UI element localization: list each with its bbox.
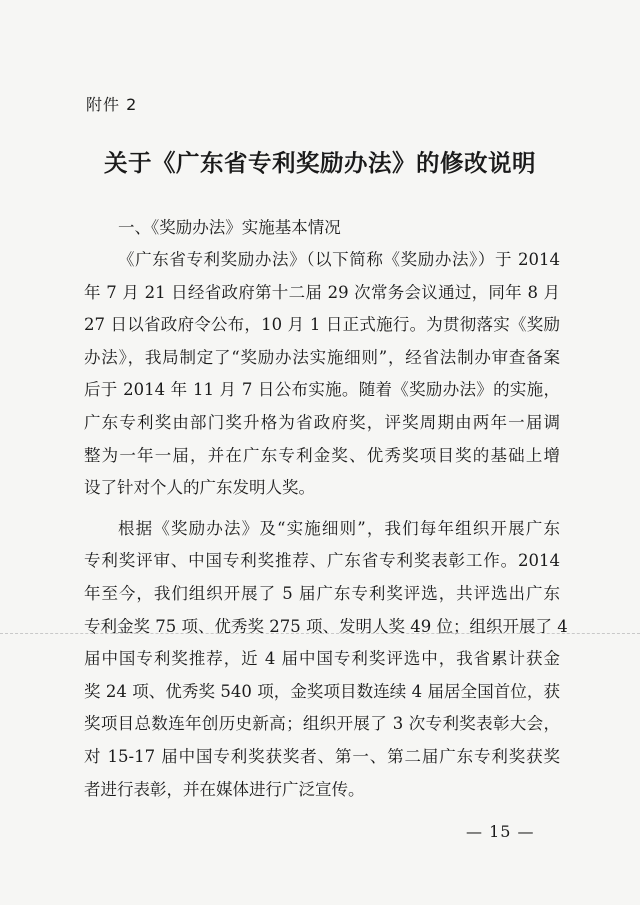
text-line: 年至今，我们组织开展了 5 届广东专利奖评选，共评选出广东 bbox=[84, 583, 560, 603]
scan-fold-line bbox=[0, 633, 640, 634]
text-line: 办法》，我局制定了“奖励办法实施细则”，经省法制办审查备案 bbox=[84, 347, 560, 367]
attachment-label: 附件 2 bbox=[86, 95, 138, 114]
paragraph-1 bbox=[84, 244, 560, 505]
text-line: 整为一年一届，并在广东专利金奖、优秀奖项目奖的基础上增 bbox=[84, 445, 560, 465]
document-title: 关于《广东省专利奖励办法》的修改说明 bbox=[104, 149, 536, 177]
text-line: 届中国专利奖推荐，近 4 届中国专利奖评选中，我省累计获金 bbox=[84, 649, 560, 669]
text-line: 广东专利奖由部门奖升格为省政府奖，评奖周期由两年一届调 bbox=[84, 412, 560, 432]
text-line: 对 15-17 届中国专利奖获奖者、第一、第二届广东专利奖获奖 bbox=[84, 746, 560, 766]
body-text bbox=[84, 244, 568, 806]
text-line: 《广东省专利奖励办法》（以下简称《奖励办法》）于 2014 bbox=[118, 250, 560, 269]
text-line: 专利金奖 75 项、优秀奖 275 项、发明人奖 49 位；组织开展了 4 bbox=[84, 616, 568, 636]
text-line: 27 日以省政府令公布，10 月 1 日正式施行。为贯彻落实《奖励 bbox=[84, 315, 560, 335]
text-line: 奖 24 项、优秀奖 540 项，金奖项目数连续 4 届居全国首位，获 bbox=[84, 681, 560, 701]
text-line: 者进行表彰，并在媒体进行广泛宣传。 bbox=[84, 779, 365, 799]
text-line: 设了针对个人的广东发明人奖。 bbox=[84, 478, 315, 498]
page-number: — 15 — bbox=[466, 822, 535, 841]
text-line: 专利奖评审、中国专利奖推荐、广东省专利奖表彰工作。2014 bbox=[84, 551, 560, 571]
text-line: 年 7 月 21 日经省政府第十二届 29 次常务会议通过，同年 8 月 bbox=[84, 282, 560, 302]
section-heading: 一、《奖励办法》实施基本情况 bbox=[118, 218, 341, 237]
text-line: 后于 2014 年 11 月 7 日公布实施。随着《奖励办法》的实施， bbox=[84, 380, 560, 400]
text-line: 根据《奖励办法》及“实施细则”，我们每年组织开展广东 bbox=[118, 518, 560, 538]
text-line: 奖项目总数连年创历史新高；组织开展了 3 次专利奖表彰大会， bbox=[84, 714, 560, 734]
paragraph-2 bbox=[84, 513, 568, 806]
